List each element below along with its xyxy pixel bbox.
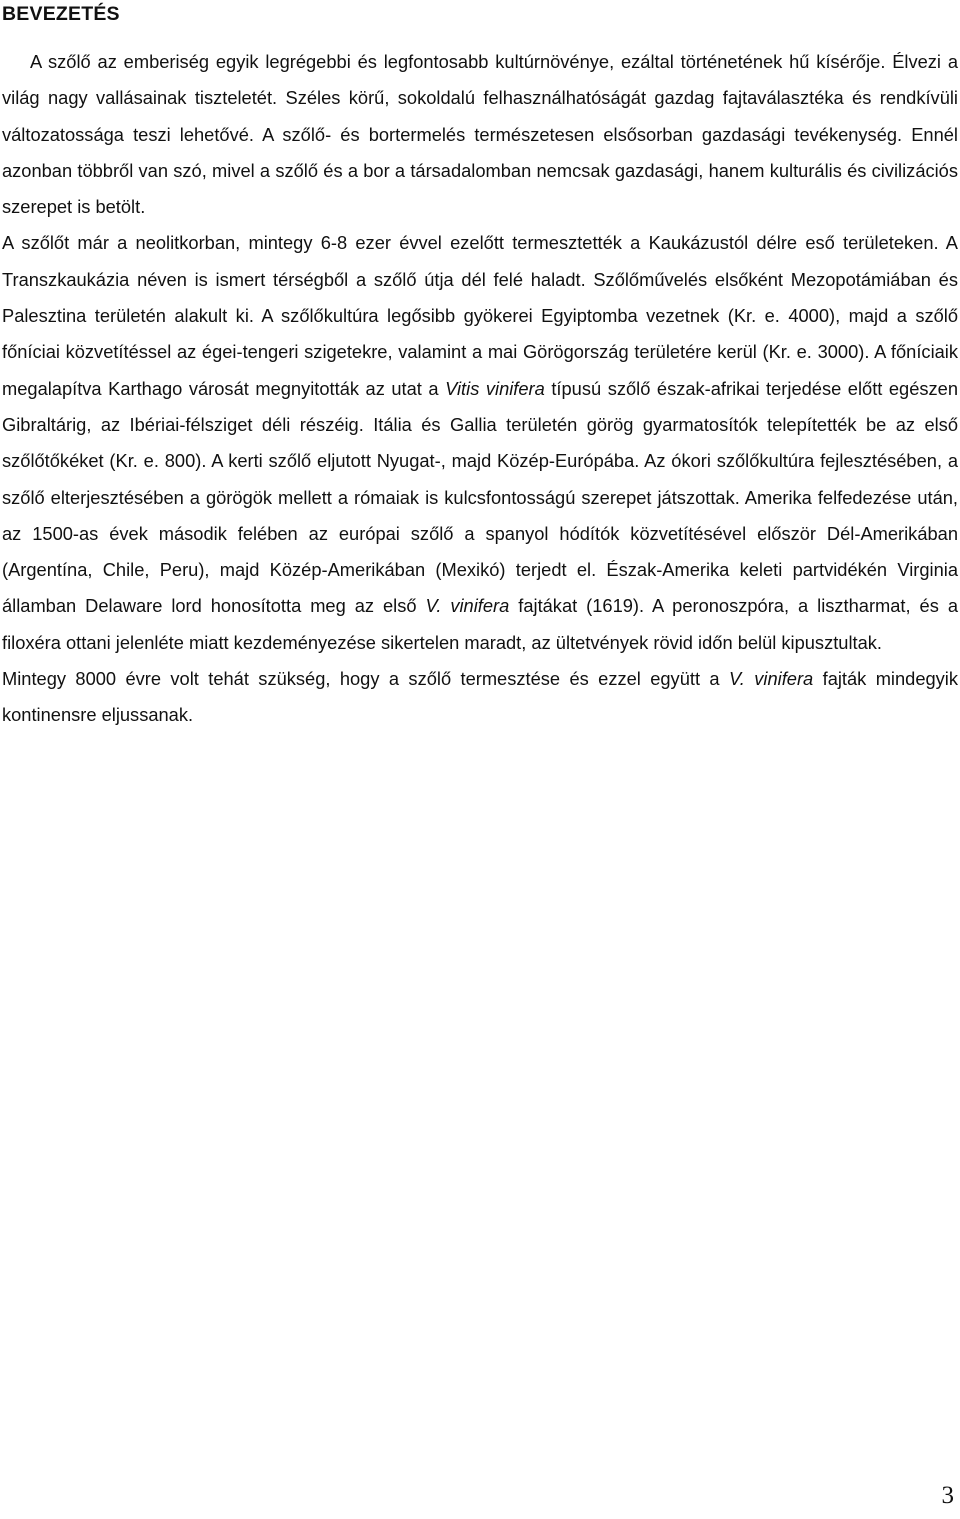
species-name-vitis-vinifera: Vitis vinifera [445,377,545,399]
body-text [2,44,958,734]
paragraph-intro [2,44,958,225]
paragraph-summary-text-2: fajták mindegyik kontinensre eljussanak. [2,668,958,726]
species-name-v-vinifera-summary: V. vinifera [728,668,814,690]
paragraph-summary-text-1: Mintegy 8000 évre volt tehát szükség, hogy a szőlő termesztése és ezzel együtt a [2,668,729,690]
paragraph-history-text-1: A szőlőt már a neolitkorban, mintegy 6-8 ezer évvel ezelőtt termesztették a Kaukázustól délre eső területeken. A Transzkaukázia néven is ismert térségből a szőlő útja dél felé haladt. Szőlőművelés elsőként Mezopotámiában és Palesztina területén alakult ki. A szőlőkultúra legősibb gyökerei Egyiptomba vezetnek (Kr. e. 4000), majd a szőlő főníciai közvetítéssel az égei-tengeri szigetekre, valamint a mai Görögország területére kerül (Kr. e. 3000). A főníciaik megalapítva Karthago városát megnyitották az utat a [2,232,958,399]
paragraph-history-text-3: fajtákat (1619). A peronoszpóra, a lisztharmat, és a filoxéra ottani jelenléte miatt kezdeményezése sikertelen maradt, az ültetvények rövid időn belül kipusztultak. [2,595,958,653]
section-heading: BEVEZETÉS [2,3,120,25]
page-number: 3 [941,1482,954,1509]
paragraph-summary [2,661,958,734]
paragraph-history [2,225,958,661]
species-name-v-vinifera: V. vinifera [425,595,510,617]
paragraph-history-text-2: típusú szőlő észak-afrikai terjedése előtt egészen Gibraltárig, az Ibériai-félsziget déli részéig. Itália és Gallia területén görög gyarmatosítók telepítették be az első szőlőtőkéket (Kr. e. 800). A kerti szőlő eljutott Nyugat-, majd Közép-Európába. Az ókori szőlőkultúra fejlesztésében, a szőlő elterjesztésében a görögök mellett a rómaiak is kulcsfontosságú szerepet játszottak. Amerika felfedezése után, az 1500-as évek második felében az európai szőlő a spanyol hódítók közvetítésével először Dél-Amerikában (Argentína, Chile, Peru), majd Közép-Amerikában (Mexikó) terjedt el. Észak-Amerika keleti partvidékén Virginia államban Delaware lord honosította meg az első [2,377,959,617]
paragraph-intro-text: A szőlő az emberiség egyik legrégebbi és legfontosabb kultúrnövénye, ezáltal történetének hű kísérője. Élvezi a világ nagy vallásainak tiszteletét. Széles körű, sokoldalú felhasználhatóságát gazdag fajtaválasztéka és rendkívüli változatossága teszi lehetővé. A szőlő- és bortermelés természetesen elsősorban gazdasági tevékenység. Ennél azonban többről van szó, mivel a szőlő és a bor a társadalomban nemcsak gazdasági, hanem kulturális és civilizációs szerepet is betölt. [2,51,958,218]
